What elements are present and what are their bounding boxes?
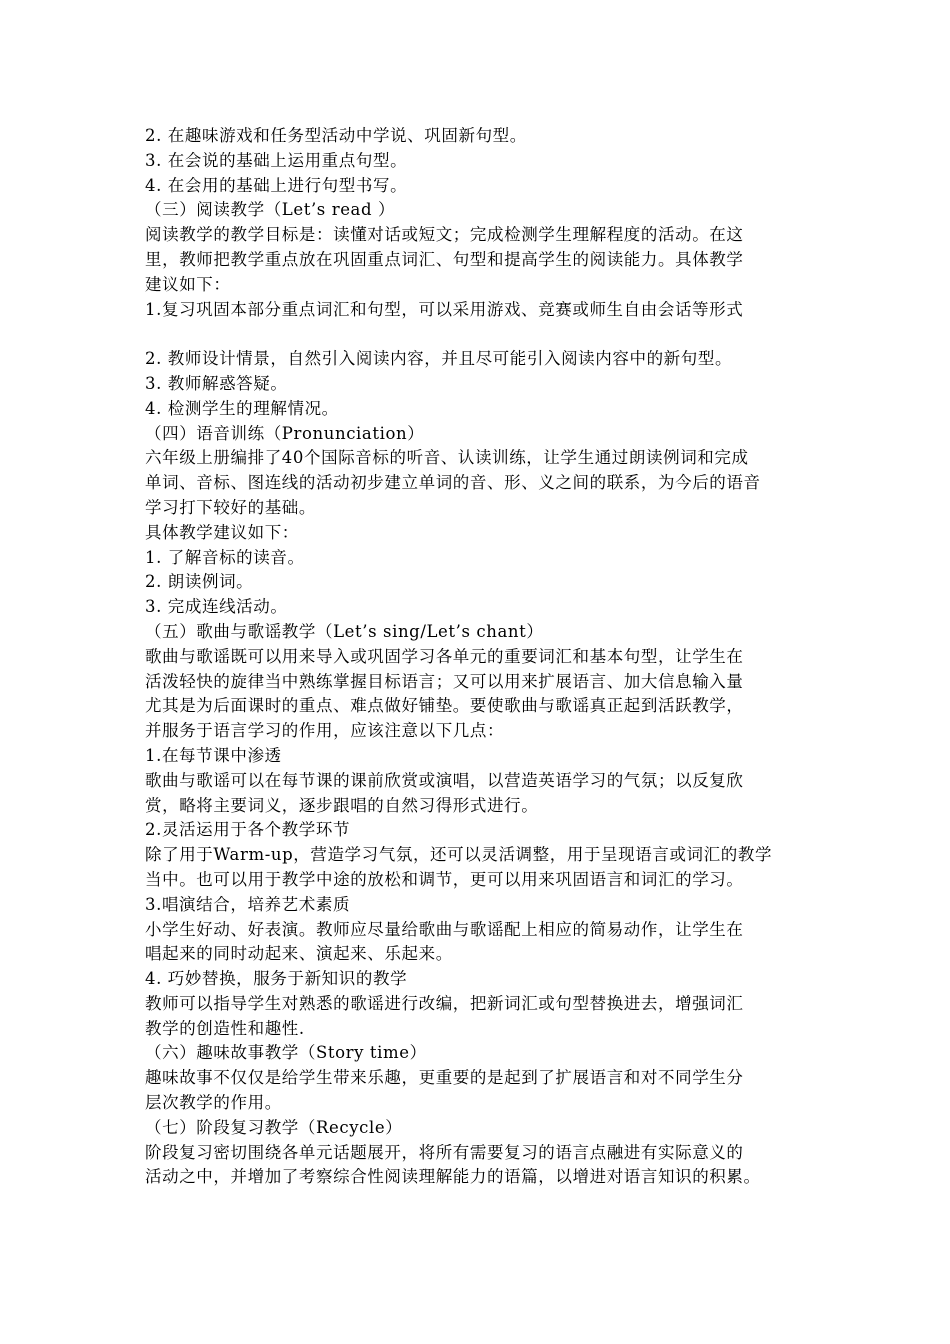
text-line: 唱起来的同时动起来、演起来、乐起来。 bbox=[145, 944, 453, 964]
text-line: 活动之中，并增加了考察综合性阅读理解能力的语篇，以增进对语言知识的积累。 bbox=[145, 1167, 761, 1187]
document-body bbox=[145, 124, 825, 1190]
text-line: 阅读教学的教学目标是：读懂对话或短文；完成检测学生理解程度的活动。在这 bbox=[145, 225, 744, 245]
text-line: 教学的创造性和趣性. bbox=[145, 1018, 305, 1038]
section-heading: （三）阅读教学（Let’s read ） bbox=[145, 200, 396, 220]
section-heading: （七）阶段复习教学（Recycle） bbox=[145, 1117, 403, 1137]
text-line: 趣味故事不仅仅是给学生带来乐趣，更重要的是起到了扩展语言和对不同学生分 bbox=[145, 1068, 744, 1088]
text-line: 1. 了解音标的读音。 bbox=[145, 547, 305, 567]
section-heading: （四）语音训练（Pronunciation） bbox=[145, 423, 425, 443]
text-line: 赏，略将主要词义，逐步跟唱的自然习得形式进行。 bbox=[145, 795, 539, 815]
text-line: 当中。也可以用于教学中途的放松和调节，更可以用来巩固语言和词汇的学习。 bbox=[145, 869, 744, 889]
text-line: 1.复习巩固本部分重点词汇和句型，可以采用游戏、竞赛或师生自由会话等形式 bbox=[145, 299, 744, 319]
subheading: 2.灵活运用于各个教学环节 bbox=[145, 820, 351, 840]
text-line: 教师可以指导学生对熟悉的歌谣进行改编，把新词汇或句型替换进去，增强词汇 bbox=[145, 993, 744, 1013]
text-line: 2. 在趣味游戏和任务型活动中学说、巩固新句型。 bbox=[145, 126, 527, 145]
text-line: 建议如下： bbox=[145, 274, 231, 294]
text-line: 小学生好动、好表演。教师应尽量给歌曲与歌谣配上相应的简易动作，让学生在 bbox=[145, 919, 744, 939]
text-line: 歌曲与歌谣既可以用来导入或巩固学习各单元的重要词汇和基本句型，让学生在 bbox=[145, 646, 744, 666]
subheading: 4. 巧妙替换，服务于新知识的教学 bbox=[145, 969, 408, 989]
text-line: 4. 在会用的基础上进行句型书写。 bbox=[145, 175, 408, 195]
subheading: 1.在每节课中渗透 bbox=[145, 745, 282, 765]
text-line: 学习打下较好的基础。 bbox=[145, 497, 316, 517]
section-heading: （五）歌曲与歌谣教学（Let’s sing/Let’s chant） bbox=[145, 621, 544, 641]
text-line: 2. 朗读例词。 bbox=[145, 572, 254, 592]
text-line: 活泼轻快的旋律当中熟练掌握目标语言；又可以用来扩展语言、加大信息输入量 bbox=[145, 671, 744, 691]
section-heading: （六）趣味故事教学（Story time） bbox=[145, 1043, 427, 1063]
text-line: 2. 教师设计情景，自然引入阅读内容，并且尽可能引入阅读内容中的新句型。 bbox=[145, 349, 733, 369]
text-line: 尤其是为后面课时的重点、难点做好铺垫。要使歌曲与歌谣真正起到活跃教学， bbox=[145, 696, 744, 716]
text-line: 六年级上册编排了40个国际音标的听音、认读训练，让学生通过朗读例词和完成 bbox=[145, 448, 749, 468]
text-line: 除了用于Warm-up，营造学习气氛，还可以灵活调整，用于呈现语言或词汇的教学 bbox=[145, 845, 773, 865]
blank-line bbox=[145, 322, 825, 347]
text-line: 4. 检测学生的理解情况。 bbox=[145, 398, 339, 418]
text-line: 歌曲与歌谣可以在每节课的课前欣赏或演唱，以营造英语学习的气氛；以反复欣 bbox=[145, 770, 744, 790]
text-line: 层次教学的作用。 bbox=[145, 1093, 282, 1113]
text-line: 3. 在会说的基础上运用重点句型。 bbox=[145, 150, 408, 170]
text-line: 里，教师把教学重点放在巩固重点词汇、句型和提高学生的阅读能力。具体教学 bbox=[145, 249, 744, 269]
text-line: 具体教学建议如下： bbox=[145, 522, 299, 542]
text-line: 阶段复习密切围绕各单元话题展开，将所有需要复习的语言点融进有实际意义的 bbox=[145, 1142, 744, 1162]
text-line: 3. 完成连线活动。 bbox=[145, 597, 288, 617]
text-line: 并服务于语言学习的作用，应该注意以下几点： bbox=[145, 721, 505, 741]
subheading: 3.唱演结合，培养艺术素质 bbox=[145, 894, 351, 914]
text-line: 单词、音标、图连线的活动初步建立单词的音、形、义之间的联系，为今后的语音 bbox=[145, 473, 761, 493]
text-line: 3. 教师解惑答疑。 bbox=[145, 373, 288, 393]
